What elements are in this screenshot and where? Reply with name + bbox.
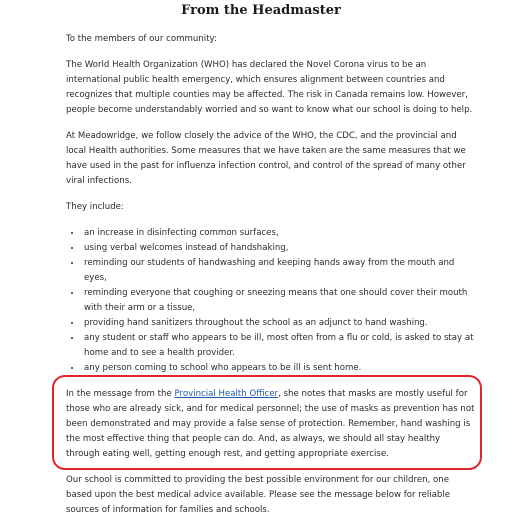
measures-list (66, 226, 476, 376)
greeting: To the members of our community: (66, 34, 217, 44)
list-item: • providing hand sanitizers throughout the school as an adjunct to hand washing. (82, 316, 476, 331)
provincial-health-officer-link[interactable]: Provincial Health Officer (174, 389, 279, 399)
list-item: • reminding everyone that coughing or sneezing means that one should cover their mouth with their arm or a tissue, (82, 286, 476, 316)
list-item: • any student or staff who appears to be ill, most often from a flu or cold, is asked to stay at home and to see a health provider. (82, 331, 476, 361)
paragraph-meadowridge: At Meadowridge, we follow closely the advice of the WHO, the CDC, and the provincial and local Health authorities. Some measures that we have taken are the same measures that we have used in the past for influenza infection control, and control of the spread of many other viral infections. (66, 131, 466, 186)
highlight-suffix: , she notes that masks are mostly useful for those who are already sick, and for medical personnel; the use of masks as prevention has not been demonstrated and may provide a false sense of protection. Remember, hand washing is the most effective thing that people can do. And, as always, we should all stay healthy through eating well, getting enough rest, and getting appropriate exercise. (66, 389, 475, 459)
paragraph-who: The World Health Organization (WHO) has declared the Novel Corona virus to be an international public health emergency, which ensures alignment between countries and recognizes that multiple counties may be affected. The risk in Canada remains low. However, people become understandably worried and so want to know what our school is doing to help. (66, 60, 473, 115)
letter-body (66, 32, 476, 529)
list-item: • using verbal welcomes instead of handshaking, (82, 241, 476, 256)
closing-paragraph: Our school is committed to providing the best possible environment for our children, one based upon the best medical advice available. Please see the message below for reliable sources of information for families and schools. (66, 475, 451, 515)
they-include-label: They include: (66, 202, 124, 212)
health-officer-paragraph (66, 387, 476, 462)
list-item: • any person coming to school who appears to be ill is sent home. (82, 361, 476, 376)
highlighted-passage (66, 387, 476, 462)
highlight-prefix: In the message from the (66, 389, 175, 399)
list-item: • reminding our students of handwashing and keeping hands away from the mouth and eyes, (82, 256, 476, 286)
page-title: From the Headmaster (181, 3, 341, 18)
list-item: • an increase in disinfecting common surfaces, (82, 226, 476, 241)
